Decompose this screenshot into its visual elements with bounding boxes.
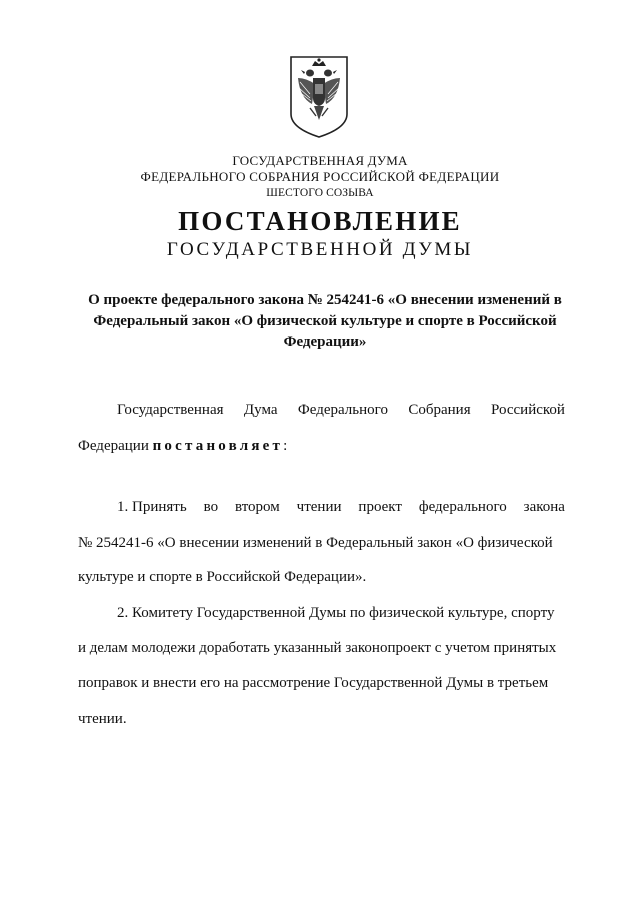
document-issuer: ГОСУДАРСТВЕННОЙ ДУМЫ bbox=[166, 239, 474, 260]
document-type-title: ПОСТАНОВЛЕНИЕ bbox=[178, 206, 462, 236]
item2-line3: поправок и внести его на рассмотрение Государственной Думы в третьем bbox=[78, 675, 549, 691]
item1-line2: № 254241-6 «О внесении изменений в Федеральный закон «О физической bbox=[78, 535, 553, 551]
item2-line4: чтении. bbox=[78, 711, 127, 727]
preamble-word: Федерального bbox=[297, 402, 388, 418]
preamble-word: Российской bbox=[491, 402, 565, 418]
preamble-text: Федерации bbox=[78, 438, 153, 454]
preamble-line1 bbox=[117, 402, 565, 419]
item2-line1: 2. Комитету Государственной Думы по физической культуре, спорту bbox=[117, 605, 555, 621]
subject-line: О проекте федерального закона № 254241-6 «О внесении изменений в bbox=[88, 292, 562, 308]
subject-line: Федеральный закон «О физической культуре и спорте в Российской bbox=[93, 313, 557, 329]
item1-word: втором bbox=[234, 499, 280, 515]
org-name-line2: ФЕДЕРАЛЬНОГО СОБРАНИЯ РОССИЙСКОЙ ФЕДЕРАЦИИ bbox=[140, 169, 500, 184]
preamble-line2 bbox=[78, 438, 565, 455]
item1-line3: культуре и спорте в Российской Федерации». bbox=[78, 569, 367, 585]
item1-word: федерального bbox=[418, 499, 507, 515]
item1-word: чтении bbox=[296, 499, 342, 515]
item1-line1 bbox=[117, 499, 565, 516]
item1-word: проект bbox=[358, 499, 402, 515]
convocation-line: ШЕСТОГО СОЗЫВА bbox=[266, 187, 374, 199]
item1-word: закона bbox=[523, 499, 565, 515]
preamble-colon: : bbox=[283, 438, 288, 454]
preamble-word: Дума bbox=[243, 402, 278, 418]
org-name-line1: ГОСУДАРСТВЕННАЯ ДУМА bbox=[232, 153, 408, 168]
item1-word: 1. Принять bbox=[117, 499, 187, 515]
preamble-word: Государственная bbox=[117, 402, 224, 418]
item1-word: во bbox=[203, 499, 219, 515]
preamble-word: Собрания bbox=[408, 402, 471, 418]
subject-line: Федерации» bbox=[283, 334, 367, 350]
coat-of-arms-icon bbox=[288, 54, 350, 140]
document-subject bbox=[70, 290, 580, 353]
item2-line2: и делам молодежи доработать указанный законопроект с учетом принятых bbox=[78, 640, 557, 656]
resolves-word: постановляет bbox=[152, 438, 284, 454]
